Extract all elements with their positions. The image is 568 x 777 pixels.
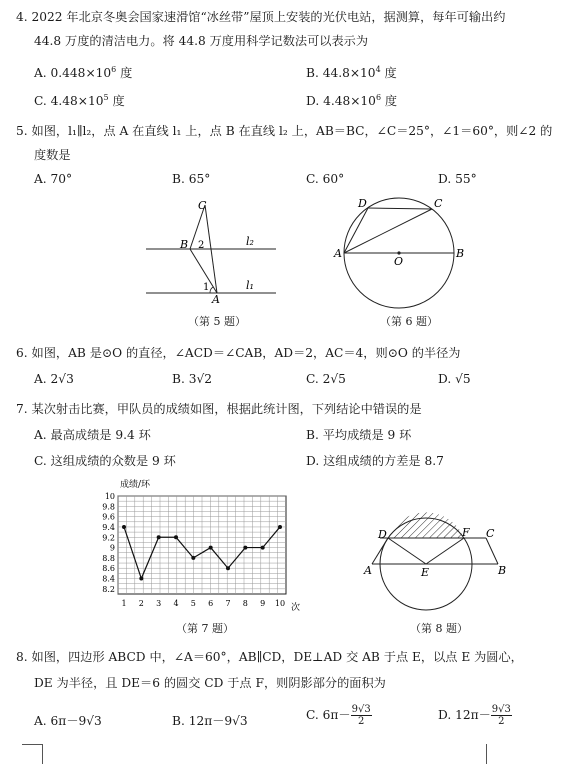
q5-option-b: B. 65° — [172, 172, 211, 186]
label-c: C — [434, 197, 443, 210]
x-tick-label: 5 — [190, 599, 196, 608]
segment-cb — [486, 538, 498, 564]
x-tick-label: 4 — [173, 599, 179, 608]
y-tick-label: 9.4 — [102, 522, 115, 532]
segment-de — [388, 538, 426, 564]
x-tick-label: 6 — [208, 599, 214, 608]
label-f: F — [462, 526, 470, 539]
q7-option-b: B. 平均成绩是 9 环 — [306, 428, 412, 442]
label-o: O — [394, 255, 404, 268]
label-c: C — [198, 199, 207, 212]
page-mark-right — [486, 744, 487, 764]
q6-option-b: B. 3√2 — [172, 372, 212, 386]
q5-stem-line2: 度数是 — [34, 148, 71, 162]
shaded-region — [388, 512, 464, 538]
x-tick-label: 1 — [121, 599, 127, 608]
q4-option-b: B. $44.8\times 10^4$ 度 — [306, 64, 397, 80]
q6-option-a: A. 2√3 — [34, 372, 74, 386]
data-point — [226, 566, 230, 570]
q8-stem-line1: 8. 如图，四边形 ABCD 中，∠A＝60°，AB∥CD，DE⊥AD 交 AB 于点 E，以点 E 为圆心， — [16, 650, 523, 664]
figure-8 — [362, 506, 512, 620]
label-d: D — [358, 197, 367, 210]
q7-option-d: D. 这组成绩的方差是 8.7 — [306, 454, 444, 468]
y-tick-label: 9 — [109, 543, 115, 553]
label-b: B — [498, 564, 507, 577]
q5-option-d: D. 55° — [438, 172, 477, 186]
q7-stem: 7. 某次射击比赛，甲队员的成绩如图，根据此统计图，下列结论中错误的是 — [16, 402, 422, 416]
label-angle-1: 1 — [203, 282, 210, 293]
label-a: A — [212, 293, 220, 306]
q7-option-a: A. 最高成绩是 9.4 环 — [34, 428, 151, 442]
q8-option-c: C. 6π－ $\frac{9√3}{2}$ — [306, 704, 371, 727]
segment-ac — [344, 209, 432, 253]
label-e: E — [421, 566, 430, 579]
figure-6 — [332, 195, 472, 313]
q8-option-a: A. 6π－9√3 — [34, 714, 102, 728]
label-b: B — [456, 247, 465, 260]
x-tick-label: 9 — [260, 599, 266, 608]
chart-xlabel: 次 — [291, 603, 301, 613]
x-tick-label: 7 — [225, 599, 231, 608]
q8-stem-line2: DE 为半径，且 DE＝6 的圆交 CD 于点 F，则阴影部分的面积为 — [34, 676, 386, 690]
x-tick-label: 8 — [242, 599, 248, 608]
x-tick-label: 3 — [156, 599, 162, 608]
q6-stem: 6. 如图，AB 是⊙O 的直径，∠ACD＝∠CAB，AD＝2，AC＝4，则⊙O 的半径为 — [16, 346, 461, 360]
segment-fe — [426, 538, 464, 564]
q8-option-d: D. 12π－ $\frac{9√3}{2}$ — [438, 704, 511, 727]
segment-dc — [368, 208, 432, 209]
figure-5 — [140, 195, 290, 307]
y-tick-label: 9.2 — [102, 533, 115, 543]
q4-option-c: C. $4.48\times 10^5$ 度 — [34, 92, 125, 108]
y-tick-label: 8.4 — [102, 574, 115, 584]
page-corner-mark-left-vertical — [42, 744, 43, 764]
y-tick-label: 9.8 — [102, 502, 115, 512]
label-a: A — [334, 247, 342, 260]
data-point — [157, 535, 161, 539]
data-point — [174, 535, 178, 539]
figure-5-caption: （第 5 题） — [188, 315, 246, 328]
data-point — [139, 577, 143, 581]
q4-option-a: A. $0.448\times 10^6$ 度 — [34, 64, 133, 80]
x-tick-label: 2 — [138, 599, 144, 608]
data-point — [243, 546, 247, 550]
y-tick-label: 9.6 — [102, 512, 115, 522]
label-l1: l₁ — [246, 279, 254, 292]
page-corner-mark-left — [22, 744, 42, 745]
data-point — [209, 546, 213, 550]
q8-option-b: B. 12π－9√3 — [172, 714, 248, 728]
q5-option-a: A. 70° — [34, 172, 73, 186]
q6-option-c: C. 2√5 — [306, 372, 346, 386]
q4-option-d: D. $4.48\times 10^6$ 度 — [306, 92, 398, 108]
q4-stem-line2: 44.8 万度的清洁电力。将 44.8 万度用科学记数法可以表示为 — [34, 34, 369, 48]
figure-6-caption: （第 6 题） — [380, 315, 438, 328]
figure-7-caption: （第 7 题） — [176, 622, 234, 635]
y-tick-label: 8.8 — [102, 553, 115, 563]
data-point — [122, 525, 126, 529]
data-point — [261, 546, 265, 550]
q5-option-c: C. 60° — [306, 172, 345, 186]
chart-ylabel: 成绩/环 — [120, 480, 151, 490]
q7-option-c: C. 这组成绩的众数是 9 环 — [34, 454, 176, 468]
label-a: A — [364, 564, 372, 577]
figure-8-caption: （第 8 题） — [410, 622, 468, 635]
segment-ad — [344, 208, 368, 253]
q6-option-d: D. √5 — [438, 372, 471, 386]
x-tick-label: 10 — [274, 599, 286, 608]
q5-stem-line1: 5. 如图，l₁∥l₂，点 A 在直线 l₁ 上，点 B 在直线 l₂ 上，AB＝BC，∠C＝25°，∠1＝60°，则∠2 的 — [16, 124, 553, 138]
label-c: C — [486, 527, 495, 540]
figure-7-line-chart — [88, 476, 318, 616]
data-point — [191, 556, 195, 560]
label-l2: l₂ — [246, 235, 254, 248]
label-d: D — [378, 528, 387, 541]
label-angle-2: 2 — [198, 240, 205, 251]
y-tick-label: 10 — [104, 492, 115, 501]
label-b: B — [180, 238, 189, 251]
data-point — [278, 525, 282, 529]
q4-stem-line1: 4. 2022 年北京冬奥会国家速滑馆“冰丝带”屋顶上安装的光伏电站，据测算，每年可输出约 — [16, 10, 506, 24]
y-tick-label: 8.6 — [102, 564, 115, 574]
y-tick-label: 8.2 — [102, 584, 115, 594]
